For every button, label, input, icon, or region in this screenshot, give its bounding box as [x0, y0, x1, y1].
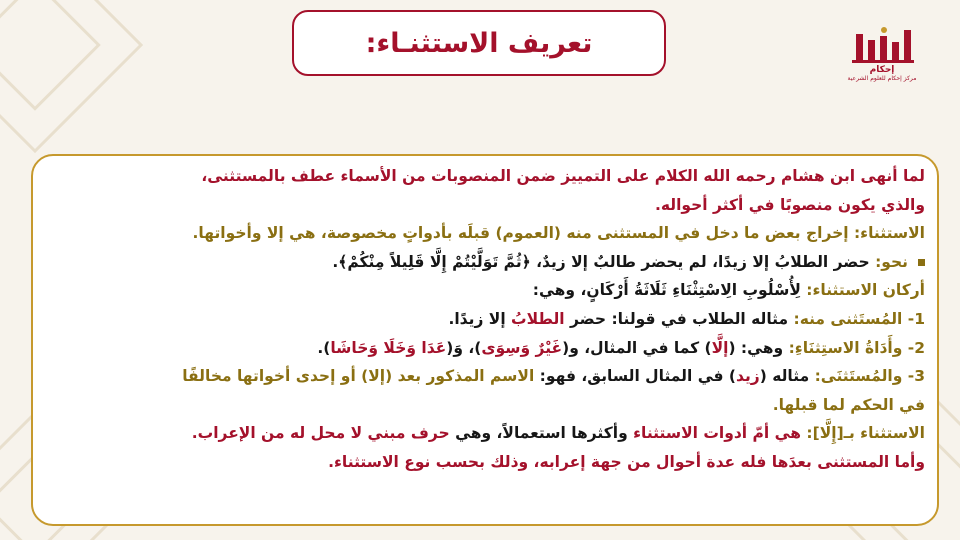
- text-segment: ).: [317, 338, 331, 357]
- content-line: [47, 305, 925, 334]
- slide-title: تعريف الاستثنـاء:: [365, 27, 593, 59]
- content-line: [47, 248, 925, 277]
- text-segment: 1- المُستَثنى منه:: [788, 309, 925, 328]
- text-segment: ﴿ثُمَّ تَوَلَّيْتُمْ إِلَّا قَلِيلاً مِنْكُمْ﴾.: [332, 252, 531, 271]
- content-line: [47, 191, 925, 220]
- text-segment: الطلابُ: [511, 309, 565, 328]
- text-segment: وأما المستثنى بعدَها فله عدة أحوال من جهة إعرابه، وذلك بحسب نوع الاستثناء.: [328, 452, 925, 471]
- text-segment: إخراج بعض ما دخل في المستثنى منه (العموم) قبلَه بأدواتٍ مخصوصة، هي إلا وأخواتها.: [192, 224, 849, 243]
- text-segment: لما أنهى ابن هشام رحمه الله الكلام على التمييز ضمن المنصوبات من الأسماء عطف بالمستثنى،: [201, 167, 925, 185]
- text-segment: والذي يكون منصوبًا في أكثر أحواله.: [655, 195, 925, 214]
- bullet-icon: [918, 259, 925, 266]
- text-segment: ) في المثال السابق، فهو:: [534, 367, 737, 386]
- text-segment: زيد: [736, 367, 760, 386]
- content-line: [47, 362, 925, 391]
- content-line: [47, 219, 925, 248]
- content-line: [47, 448, 925, 477]
- text-segment: الاستثناء:: [848, 224, 925, 243]
- text-segment: غَيْرٌ وَسِوَى: [481, 338, 563, 357]
- text-segment: لِأُسْلُوبِ الِاسْتِثْنَاءِ ثَلَاثَةُ أَرْكَانٍ، وهي:: [532, 281, 801, 300]
- text-segment: ) كما في المثال، و(: [562, 338, 712, 357]
- logo-brand: إحكام: [869, 65, 895, 75]
- text-segment: 2- وأَدَاةُ الاستِثنَاءِ:: [783, 338, 925, 357]
- text-segment: إلا زيدًا.: [448, 309, 512, 328]
- text-segment: مثاله الطلاب في قولنا: حضر: [564, 309, 789, 328]
- text-segment: هي أمّ أدوات الاستثناء: [627, 424, 802, 443]
- slide-title-box: [292, 10, 666, 76]
- logo-caption: مركز إحكام للعلوم الشرعية: [847, 75, 917, 82]
- text-segment: مثاله (: [759, 367, 810, 386]
- content-line: [47, 391, 925, 420]
- content-line: [47, 162, 925, 191]
- text-segment: )، وَ(: [446, 338, 482, 357]
- text-segment: عَدَا وَخَلَا وَحَاشَا: [330, 338, 447, 357]
- text-segment: أركان الاستثناء:: [800, 281, 925, 300]
- text-segment: حرف مبني لا محل له من الإعراب.: [191, 424, 450, 443]
- content-line: [47, 276, 925, 305]
- text-segment: 3- والمُستَثنَى:: [809, 367, 925, 386]
- text-segment: الاستثناء بـ[إِلَّا]:: [801, 424, 925, 443]
- content-line: [47, 419, 925, 448]
- text-segment: نحو:: [869, 252, 908, 271]
- logo: [846, 26, 918, 96]
- text-segment: في الحكم لما قبلها.: [772, 395, 925, 414]
- text-segment: وأكثرها استعمالاً، وهي: [449, 424, 628, 443]
- text-segment: وهي: (: [728, 338, 784, 357]
- text-segment: حضر الطلابُ إلا زيدًا، لم يحضر طالبٌ إلا زيدٌ،: [530, 252, 870, 271]
- content-box: [31, 154, 939, 526]
- content-line: [47, 334, 925, 363]
- text-segment: الاسم المذكور بعد (إلا) أو إحدى أخواتها مخالفًا: [182, 367, 535, 386]
- text-segment: إلَّا: [711, 338, 729, 357]
- logo-icon: [848, 26, 916, 64]
